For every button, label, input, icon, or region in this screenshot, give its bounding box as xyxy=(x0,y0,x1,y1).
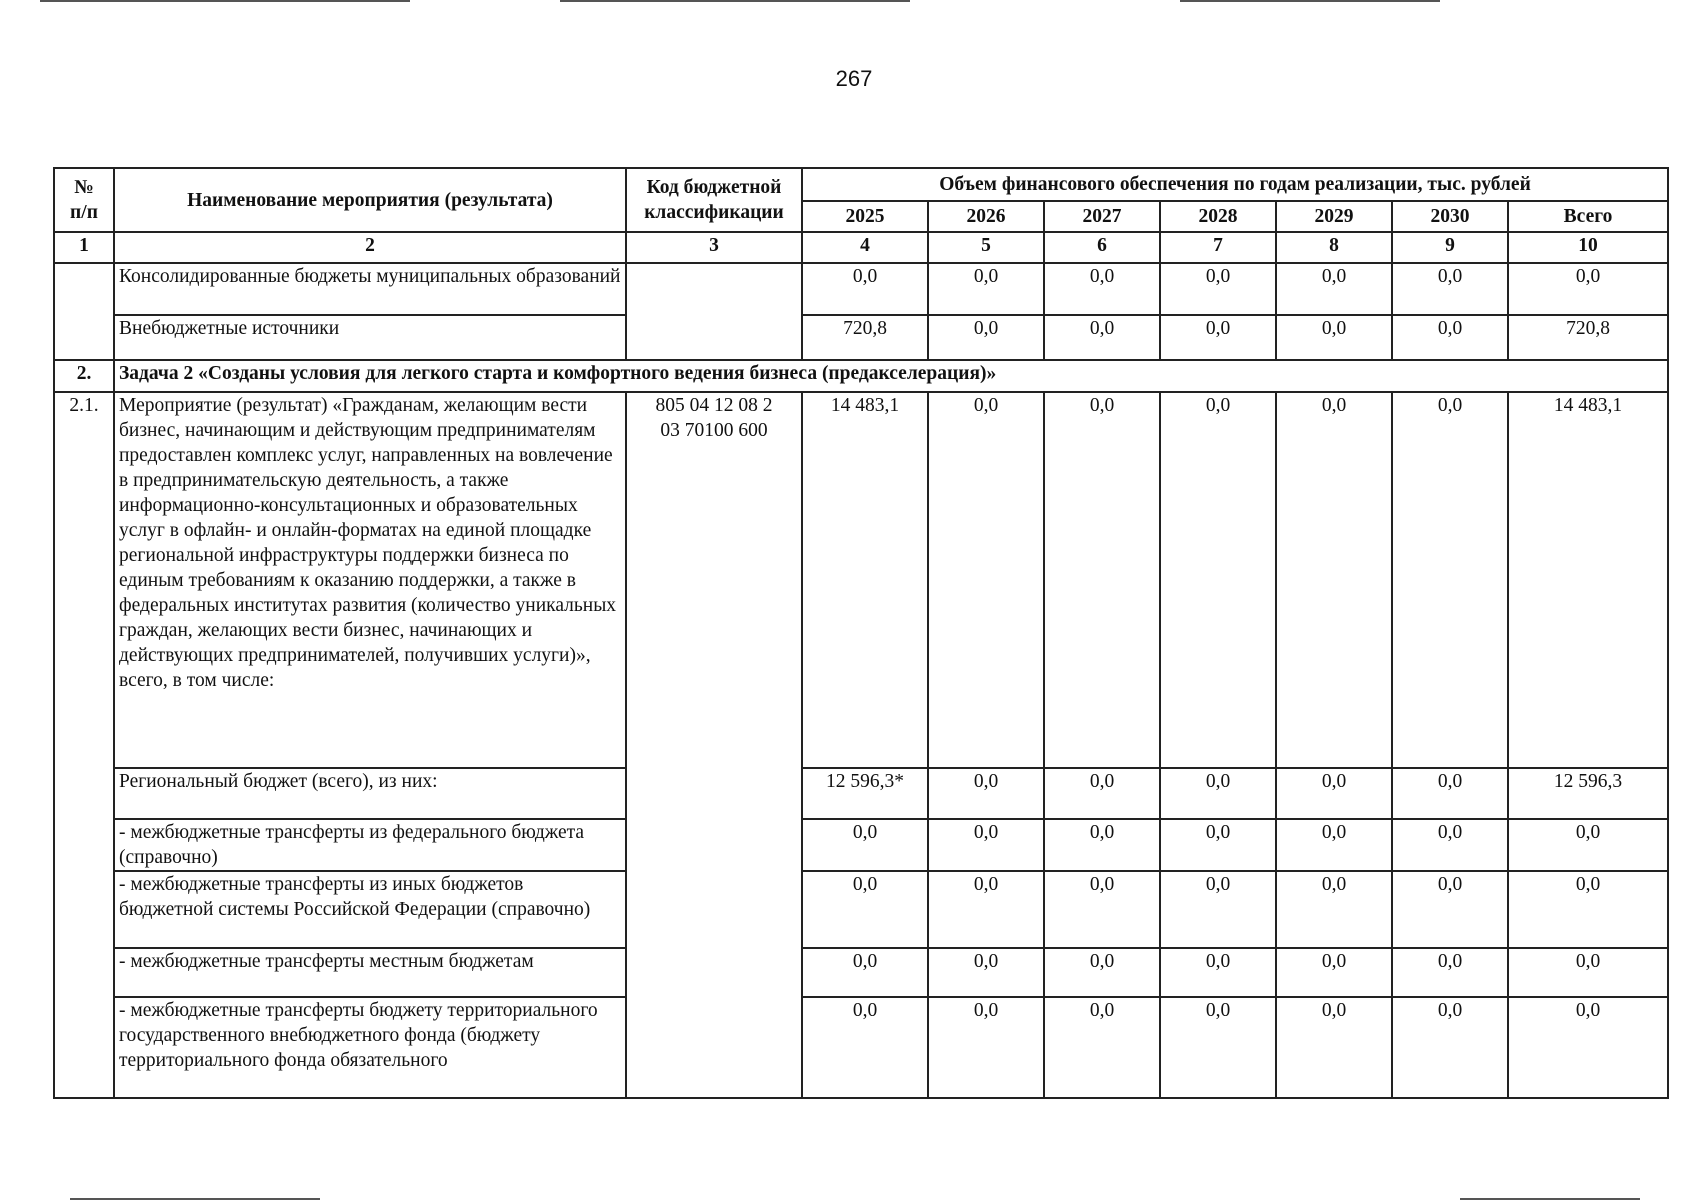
value-2026: 0,0 xyxy=(928,871,1044,948)
value-2029: 0,0 xyxy=(1276,768,1392,819)
value-2025: 720,8 xyxy=(802,315,928,360)
value-2026: 0,0 xyxy=(928,768,1044,819)
value-2028: 0,0 xyxy=(1160,263,1276,315)
value-2028: 0,0 xyxy=(1160,997,1276,1098)
value-2029: 0,0 xyxy=(1276,997,1392,1098)
value-2030: 0,0 xyxy=(1392,997,1508,1098)
budget-code-line2: 03 70100 600 xyxy=(660,420,768,441)
col-index: 2 xyxy=(114,232,626,263)
column-index-row xyxy=(54,232,1668,263)
value-2027: 0,0 xyxy=(1044,315,1160,360)
col-index: 3 xyxy=(626,232,802,263)
col-index: 10 xyxy=(1508,232,1668,263)
header-year-2026: 2026 xyxy=(928,201,1044,232)
value-2030: 0,0 xyxy=(1392,871,1508,948)
col-index: 5 xyxy=(928,232,1044,263)
row-name: Консолидированные бюджеты муниципальных образований xyxy=(114,263,626,315)
row-num-empty xyxy=(54,263,114,360)
value-2030: 0,0 xyxy=(1392,948,1508,997)
measure-name: Мероприятие (результат) «Гражданам, желающим вести бизнес, начинающим и действующим предпринимателям предоставлен комплекс услуг, направленных на вовлечение в предпринимательскую деятельность, а также информационно-консультационных и образовательных услуг в офлайн- и онлайн-форматах на единой площадке региональной инфраструктуры поддержки бизнеса по единым требованиям к оказанию поддержки, а также в федеральных институтах развития (количество уникальных граждан, желающих вести бизнес, начинающих и действующих предпринимателей, получивших услуги)», всего, в том числе: xyxy=(114,392,626,768)
value-2028: 0,0 xyxy=(1160,315,1276,360)
col-index: 8 xyxy=(1276,232,1392,263)
col-index: 4 xyxy=(802,232,928,263)
value-2026: 0,0 xyxy=(928,997,1044,1098)
value-2027: 0,0 xyxy=(1044,948,1160,997)
value-total: 0,0 xyxy=(1508,263,1668,315)
value-total: 720,8 xyxy=(1508,315,1668,360)
value-total: 0,0 xyxy=(1508,948,1668,997)
task-row xyxy=(54,360,1668,392)
header-finance: Объем финансового обеспечения по годам реализации, тыс. рублей xyxy=(802,168,1668,201)
page-number: 267 xyxy=(835,66,873,91)
budget-code xyxy=(626,392,802,1098)
value-2029: 0,0 xyxy=(1276,315,1392,360)
value-2026: 0,0 xyxy=(928,948,1044,997)
scan-edge-top-right xyxy=(1180,0,1440,2)
value-total: 12 596,3 xyxy=(1508,768,1668,819)
table-row xyxy=(54,948,1668,997)
value-2029: 0,0 xyxy=(1276,871,1392,948)
budget-code-line1: 805 04 12 08 2 xyxy=(655,395,773,416)
row-name: Внебюджетные источники xyxy=(114,315,626,360)
header-total: Всего xyxy=(1508,201,1668,232)
table-row xyxy=(54,392,1668,768)
scan-edge-top-left xyxy=(40,0,410,2)
header-num-line2: п/п xyxy=(70,202,98,223)
value-2025: 0,0 xyxy=(802,948,928,997)
value-2026: 0,0 xyxy=(928,819,1044,871)
header-num xyxy=(54,168,114,232)
scan-edge-top-mid xyxy=(560,0,910,2)
table-row xyxy=(54,315,1668,360)
value-2030: 0,0 xyxy=(1392,263,1508,315)
value-2028: 0,0 xyxy=(1160,871,1276,948)
value-2025: 0,0 xyxy=(802,819,928,871)
value-total: 14 483,1 xyxy=(1508,392,1668,768)
col-index: 9 xyxy=(1392,232,1508,263)
value-2025: 0,0 xyxy=(802,871,928,948)
value-2027: 0,0 xyxy=(1044,263,1160,315)
header-code-line1: Код бюджетной xyxy=(646,177,782,198)
value-2028: 0,0 xyxy=(1160,392,1276,768)
value-2026: 0,0 xyxy=(928,392,1044,768)
row-code-empty xyxy=(626,263,802,360)
header-year-2027: 2027 xyxy=(1044,201,1160,232)
value-2025: 14 483,1 xyxy=(802,392,928,768)
value-2030: 0,0 xyxy=(1392,392,1508,768)
col-index: 7 xyxy=(1160,232,1276,263)
value-2028: 0,0 xyxy=(1160,819,1276,871)
value-2026: 0,0 xyxy=(928,315,1044,360)
header-code xyxy=(626,168,802,232)
col-index: 1 xyxy=(54,232,114,263)
table-row xyxy=(54,997,1668,1098)
table-row xyxy=(54,871,1668,948)
value-2029: 0,0 xyxy=(1276,263,1392,315)
financing-table xyxy=(53,167,1669,1099)
header-year-2029: 2029 xyxy=(1276,201,1392,232)
header-num-line1: № xyxy=(74,177,94,198)
value-2025: 0,0 xyxy=(802,263,928,315)
value-2028: 0,0 xyxy=(1160,948,1276,997)
table-row xyxy=(54,263,1668,315)
value-2030: 0,0 xyxy=(1392,819,1508,871)
value-2027: 0,0 xyxy=(1044,768,1160,819)
col-index: 6 xyxy=(1044,232,1160,263)
header-code-line2: классификации xyxy=(644,202,784,223)
value-2026: 0,0 xyxy=(928,263,1044,315)
value-2027: 0,0 xyxy=(1044,997,1160,1098)
value-2027: 0,0 xyxy=(1044,871,1160,948)
value-2029: 0,0 xyxy=(1276,948,1392,997)
header-year-2028: 2028 xyxy=(1160,201,1276,232)
value-2025: 0,0 xyxy=(802,997,928,1098)
row-name: - межбюджетные трансферты местным бюджетам xyxy=(114,948,626,997)
header-name: Наименование мероприятия (результата) xyxy=(114,168,626,232)
value-total: 0,0 xyxy=(1508,871,1668,948)
value-2030: 0,0 xyxy=(1392,315,1508,360)
value-2029: 0,0 xyxy=(1276,392,1392,768)
task-num: 2. xyxy=(54,360,114,392)
table-row xyxy=(54,768,1668,819)
value-total: 0,0 xyxy=(1508,997,1668,1098)
header-year-2025: 2025 xyxy=(802,201,928,232)
row-name: - межбюджетные трансферты из иных бюджетов бюджетной системы Российской Федерации (справочно) xyxy=(114,871,626,948)
value-2027: 0,0 xyxy=(1044,819,1160,871)
row-name: Региональный бюджет (всего), из них: xyxy=(114,768,626,819)
task-title: Задача 2 «Созданы условия для легкого старта и комфортного ведения бизнеса (предакселерация)» xyxy=(114,360,1668,392)
header-year-2030: 2030 xyxy=(1392,201,1508,232)
value-2030: 0,0 xyxy=(1392,768,1508,819)
value-2025: 12 596,3* xyxy=(802,768,928,819)
value-total: 0,0 xyxy=(1508,819,1668,871)
row-num: 2.1. xyxy=(54,392,114,1098)
header-row-1 xyxy=(54,168,1668,201)
row-name: - межбюджетные трансферты из федерального бюджета (справочно) xyxy=(114,819,626,871)
value-2029: 0,0 xyxy=(1276,819,1392,871)
table-row xyxy=(54,819,1668,871)
value-2028: 0,0 xyxy=(1160,768,1276,819)
value-2027: 0,0 xyxy=(1044,392,1160,768)
row-name: - межбюджетные трансферты бюджету территориального государственного внебюджетного фонда (бюджету территориального фонда обязательного xyxy=(114,997,626,1098)
